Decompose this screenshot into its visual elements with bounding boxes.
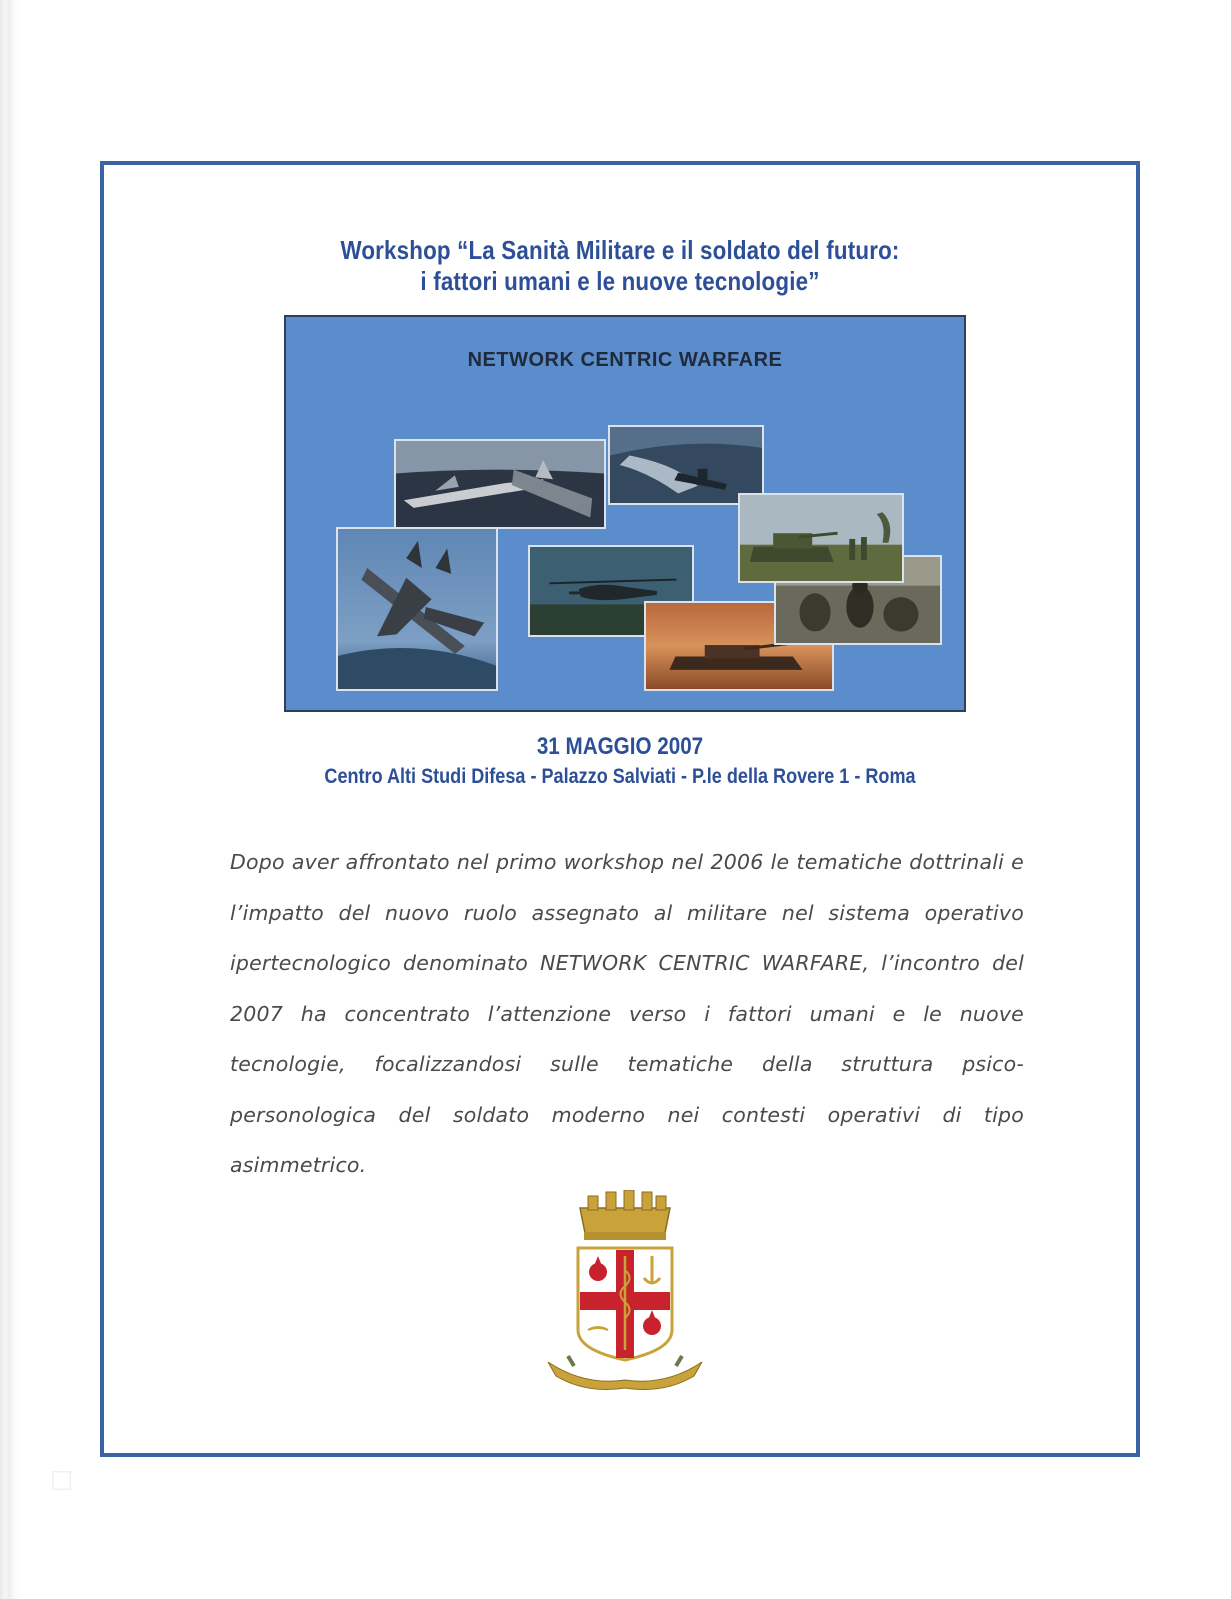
page-number-bleed: ☐ [50,1467,75,1497]
event-description: Dopo aver affrontato nel primo workshop nel 2006 le tematiche dottrinali e l’impatto del nuovo ruolo assegnato al militare nel sistema operativo ipertecnologico denominato NETWORK CENTRIC WARFARE, l’incontro del 2007 ha concentrato l’attenzione verso i fattori umani e le nuove tecnologie, focalizzandosi sulle tematiche della struttura psico-personologica del soldato moderno nei contesti operativi di tipo asimmetrico. [230,850,1024,1177]
workshop-title-line2: i fattori umani e le nuove tecnologie” [420,266,820,296]
military-medical-corps-emblem-icon [544,1190,706,1390]
armored-vehicle-icon [738,493,904,583]
workshop-title-line1: Workshop “La Sanità Militare e il soldato del futuro: [340,235,900,265]
warships-icon [394,439,606,529]
event-date: 31 MAGGIO 2007 [536,733,704,760]
announcement-frame [100,161,1140,1457]
fighter-jet-icon [336,527,498,691]
page-binding-edge [0,0,22,1599]
workshop-title [176,235,1064,297]
network-centric-warfare-banner [284,315,966,712]
event-venue: Centro Alti Studi Difesa - Palazzo Salviati - P.le della Rovere 1 - Roma [324,765,916,788]
banner-caption: NETWORK CENTRIC WARFARE [467,349,783,371]
